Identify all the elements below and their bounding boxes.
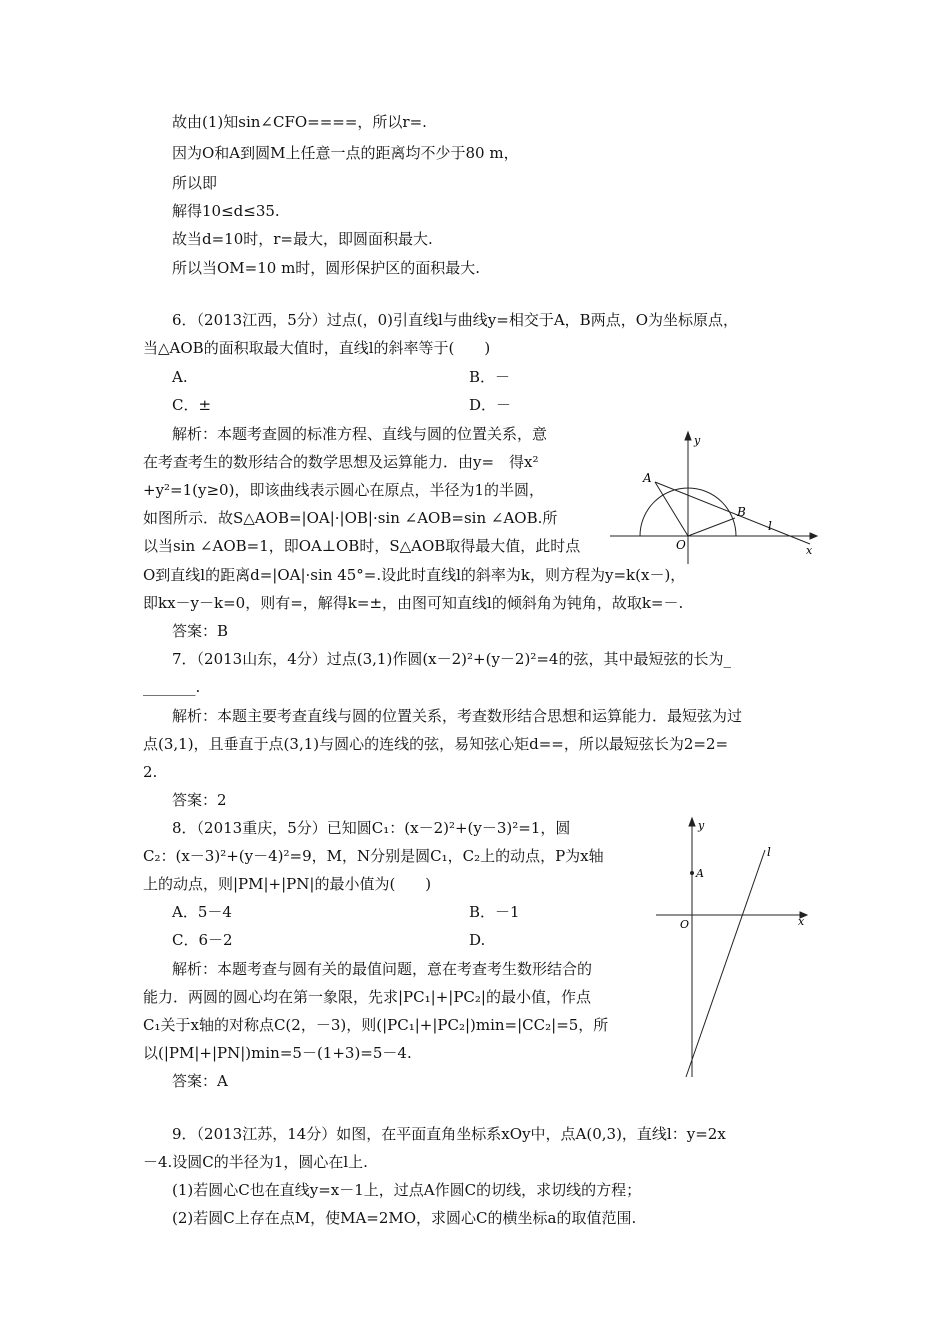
fig2-label-l: l <box>767 845 771 859</box>
text-line: 解析：本题考查圆的标准方程、直线与圆的位置关系，意 <box>172 425 548 443</box>
fig1-label-x: x <box>806 544 813 557</box>
text-line: 能力．两圆的圆心均在第一象限，先求|PC₁|+|PC₂|的最小值，作点 <box>143 988 591 1006</box>
text-line: +y²=1(y≥0)，即该曲线表示圆心在原点，半径为1的半圆， <box>143 481 545 499</box>
text-line: C．6－2 <box>172 931 233 949</box>
text-line: 上的动点，则|PM|+|PN|的最小值为( ) <box>143 875 432 893</box>
figure-semicircle <box>610 430 825 565</box>
text-line: 解析：本题主要考查直线与圆的位置关系，考查数形结合思想和运算能力．最短弦为过 <box>172 707 743 725</box>
text-line: C₁关于x轴的对称点C(2，－3)，则(|PC₁|+|PC₂|)min=|CC₂|=5，所 <box>143 1016 609 1034</box>
text-line: 6．（2013江西，5分）过点(，0)引直线l与曲线y=相交于A，B两点，O为坐标原点， <box>172 311 739 329</box>
figure-line-point <box>650 815 815 1085</box>
text-line: 以当sin ∠AOB=1，即OA⊥OB时，S△AOB取得最大值，此时点 <box>143 537 581 555</box>
text-line: B．－1 <box>469 903 520 921</box>
text-line: 9．（2013江苏，14分）如图，在平面直角坐标系xOy中，点A(0,3)，直线l：y=2x <box>172 1125 726 1143</box>
text-line: 答案：B <box>172 622 229 640</box>
text-line: 解得10≤d≤35. <box>172 202 280 220</box>
text-line: 故当d=10时，r=最大，即圆面积最大. <box>172 230 433 248</box>
fig2-label-x: x <box>798 915 805 928</box>
text-line: 当△AOB的面积取最大值时，直线l的斜率等于( ) <box>143 339 491 357</box>
text-line: 即kx－y－k=0，则有=，解得k=±，由图可知直线l的倾斜角为钝角，故取k=－. <box>143 594 684 612</box>
text-line: 在考查考生的数形结合的数学思想及运算能力．由y= 得x² <box>143 453 539 471</box>
segment-ob <box>688 518 735 536</box>
text-line: －4.设圆C的半径为1，圆心在l上. <box>143 1153 368 1171</box>
text-line: _______. <box>143 678 201 696</box>
y-axis-arrow <box>685 432 691 440</box>
text-line: 因为O和A到圆M上任意一点的距离均不少于80 m， <box>172 144 519 162</box>
text-line: D. <box>469 931 486 949</box>
point-a <box>690 871 694 875</box>
text-line: D．－ <box>469 396 512 414</box>
text-line: 7．（2013山东，4分）过点(3,1)作圆(x－2)²+(y－2)²=4的弦，其中最短弦的长为_ <box>172 650 731 668</box>
text-line: 所以即 <box>172 174 218 192</box>
text-line: 解析：本题考查与圆有关的最值问题，意在考查考生数形结合的 <box>172 960 593 978</box>
fig1-label-o: O <box>676 538 686 552</box>
line-l <box>655 482 810 544</box>
line-l <box>686 850 765 1077</box>
segment-oa <box>655 482 688 536</box>
text-line: 答案：2 <box>172 791 227 809</box>
text-line: 答案：A <box>172 1072 228 1090</box>
text-line: 点(3,1)，且垂直于点(3,1)与圆心的连线的弦，易知弦心矩d==，所以最短弦长为2=2= <box>143 735 729 753</box>
fig2-label-a: A <box>696 867 704 880</box>
text-line: C₂：(x－3)²+(y－4)²=9，M，N分别是圆C₁，C₂上的动点，P为x轴 <box>143 847 604 865</box>
text-line: C．± <box>172 396 212 414</box>
text-line: 2. <box>143 763 158 781</box>
x-axis-arrow <box>810 533 817 539</box>
text-line: 故由(1)知sin∠CFO====，所以r=. <box>172 113 427 131</box>
text-line: (1)若圆心C也在直线y=x－1上，过点A作圆C的切线，求切线的方程； <box>172 1181 642 1199</box>
text-line: O到直线l的距离d=|OA|·sin 45°=.设此时直线l的斜率为k，则方程为y=k(x－)， <box>143 566 686 584</box>
fig2-label-y: y <box>698 819 705 832</box>
fig1-label-b: B <box>737 505 746 519</box>
text-line: A．5－4 <box>172 903 232 921</box>
text-line: (2)若圆C上存在点M，使MA=2MO，求圆心C的横坐标a的取值范围. <box>172 1209 637 1227</box>
fig1-label-a: A <box>643 471 652 485</box>
y-axis-arrow <box>689 818 695 826</box>
fig1-label-y: y <box>694 434 701 447</box>
text-line: A. <box>172 368 188 386</box>
fig2-label-o: O <box>680 918 690 931</box>
fig1-label-l: l <box>768 519 772 533</box>
text-line: B．－ <box>469 368 511 386</box>
text-line: 所以当OM=10 m时，圆形保护区的面积最大. <box>172 259 481 277</box>
text-line: 如图所示．故S△AOB=|OA|·|OB|·sin ∠AOB=sin ∠AOB.所 <box>143 509 558 527</box>
text-line: 8．（2013重庆，5分）已知圆C₁：(x－2)²+(y－3)²=1，圆 <box>172 819 571 837</box>
text-line: 以(|PM|+|PN|)min=5－(1+3)=5－4. <box>143 1044 412 1062</box>
